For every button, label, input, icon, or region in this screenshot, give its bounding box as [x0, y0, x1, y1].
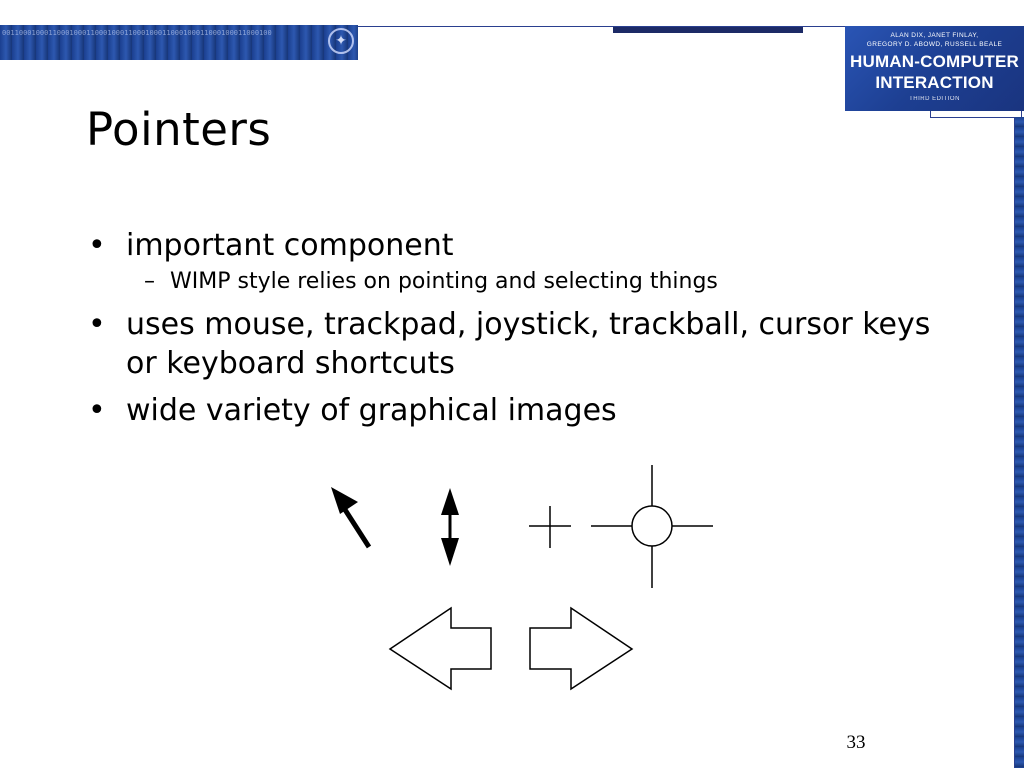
- top-banner: [0, 25, 358, 60]
- book-authors: [845, 31, 1024, 49]
- bullet-item: • wide variety of graphical images: [88, 391, 948, 430]
- bullet-item: • uses mouse, trackpad, joystick, trackball, cursor keys or keyboard shortcuts: [88, 305, 948, 383]
- book-title-line-1: HUMAN-COMPUTER: [849, 52, 1019, 71]
- bullet-item: • important component: [88, 226, 948, 265]
- left-arrow-icon: [390, 608, 491, 689]
- bullet-list: [88, 226, 948, 438]
- right-arrow-icon: [530, 608, 632, 689]
- top-accent-bar: [613, 27, 803, 33]
- banner-binary-text: 0011000100011000100011000100011000100011000100011000100011000100: [2, 29, 272, 37]
- right-decorative-stripe: [1015, 117, 1024, 768]
- book-authors-line-1: ALAN DIX, JANET FINLAY,: [890, 32, 979, 39]
- page-number: 33: [846, 732, 866, 753]
- book-edition: THIRD EDITION: [909, 96, 960, 102]
- book-cover-logo: [845, 26, 1024, 111]
- vertical-resize-icon: [441, 488, 459, 566]
- pointer-images: [320, 462, 730, 698]
- slide-title: Pointers: [86, 103, 272, 156]
- crosshair-icon: [529, 506, 571, 548]
- book-title-line-2: INTERACTION: [875, 73, 994, 92]
- crosshair-circle-icon: [591, 465, 713, 588]
- corner-rule: [930, 111, 1022, 118]
- book-authors-line-2: GREGORY D. ABOWD, RUSSELL BEALE: [866, 41, 1003, 48]
- arrow-pointer-icon: [331, 487, 369, 547]
- seal-icon: ✦: [328, 28, 354, 54]
- sub-bullet-item: – WIMP style relies on pointing and selecting things: [88, 267, 948, 297]
